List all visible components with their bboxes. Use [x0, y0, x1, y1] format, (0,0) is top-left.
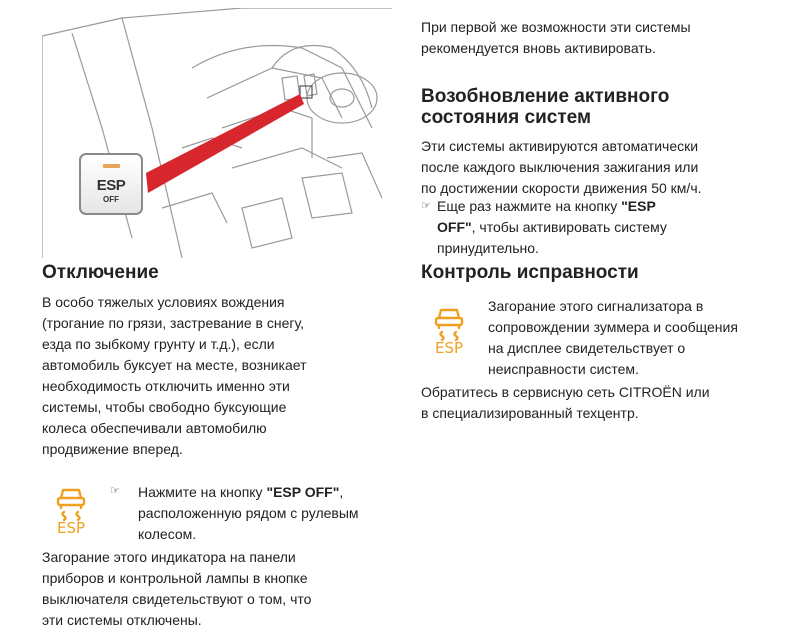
text-line: OFF", чтобы активировать систему	[437, 219, 667, 235]
bullet-pointer-icon: ☞	[110, 485, 120, 497]
text-line: рекомендуется вновь активировать.	[421, 40, 656, 56]
text-line: В особо тяжелых условиях вождения	[42, 294, 285, 310]
diagnostics-footer	[421, 382, 783, 424]
text-line: на дисплее свидетельствует о	[488, 340, 686, 356]
text-line: неисправности систем.	[488, 361, 639, 377]
reactivation-paragraph	[421, 136, 783, 199]
button-led	[103, 164, 120, 168]
bullet-pointer-icon: ☞	[421, 200, 431, 212]
text-line: после каждого выключения зажигания или	[421, 159, 699, 175]
section-heading-diagnostics: Контроль исправности	[421, 262, 639, 283]
button-label: ESP	[96, 177, 126, 194]
text-line: приборов и контрольной лампы в кнопке	[42, 570, 308, 586]
text-line: выключателя свидетельствуют о том, что	[42, 591, 312, 607]
heading-line: Возобновление активного	[421, 86, 670, 107]
button-sublabel: OFF	[103, 195, 119, 204]
text-line: При первой же возможности эти системы	[421, 19, 691, 35]
text-line: системы, чтобы свободно буксующие	[42, 399, 287, 415]
section-heading-disable: Отключение	[42, 262, 159, 283]
text-line: автомобиль буксует на месте, возникает	[42, 357, 307, 373]
off-label: OFF"	[437, 219, 472, 235]
text-line: езда по зыбкому грунту и т.д.), если	[42, 336, 275, 352]
text-line: продвижение вперед.	[42, 441, 183, 457]
esp-off-label: "ESP OFF"	[266, 484, 340, 500]
diagnostics-icon-text	[488, 296, 783, 380]
text-line: расположенную рядом с рулевым	[138, 505, 359, 521]
esp-warning-icon	[50, 484, 92, 534]
heading-line: состояния систем	[421, 107, 591, 128]
text-line: Загорание этого сигнализатора в	[488, 298, 704, 314]
disable-footer	[42, 547, 412, 631]
text-line: Еще раз нажмите на кнопку "ESP	[437, 198, 656, 214]
text-line: необходимость отключить именно эти	[42, 378, 290, 394]
section-heading-reactivation	[421, 86, 781, 128]
disable-instruction	[138, 482, 398, 545]
reactivate-intro	[421, 17, 781, 59]
text-line: в специализированный техцентр.	[421, 405, 639, 421]
text-line: (трогание по грязи, застревание в снегу,	[42, 315, 304, 331]
text-line: Загорание этого индикатора на панели	[42, 549, 296, 565]
text-line: колеса обеспечивали автомобилю	[42, 420, 267, 436]
text-line: Нажмите на кнопку "ESP OFF",	[138, 484, 344, 500]
esp-label: "ESP	[621, 198, 656, 214]
text-line: сопровождении зуммера и сообщения	[488, 319, 738, 335]
dashboard-illustration	[42, 8, 392, 258]
esp-warning-icon	[428, 304, 470, 354]
disable-paragraph	[42, 292, 412, 460]
esp-icon-label: ESP	[56, 519, 86, 534]
reactivation-instruction	[437, 196, 782, 259]
text-line: по достижении скорости движения 50 км/ч.	[421, 180, 702, 196]
text-line: колесом.	[138, 526, 197, 542]
text-line: Обратитесь в сервисную сеть CITROËN или	[421, 384, 710, 400]
esp-icon-label: ESP	[434, 339, 464, 354]
pointer-beam	[146, 94, 304, 193]
text-line: Эти системы активируются автоматически	[421, 138, 699, 154]
esp-off-button-illustration	[79, 153, 143, 215]
text-line: принудительно.	[437, 240, 539, 256]
text-line: эти системы отключены.	[42, 612, 202, 628]
